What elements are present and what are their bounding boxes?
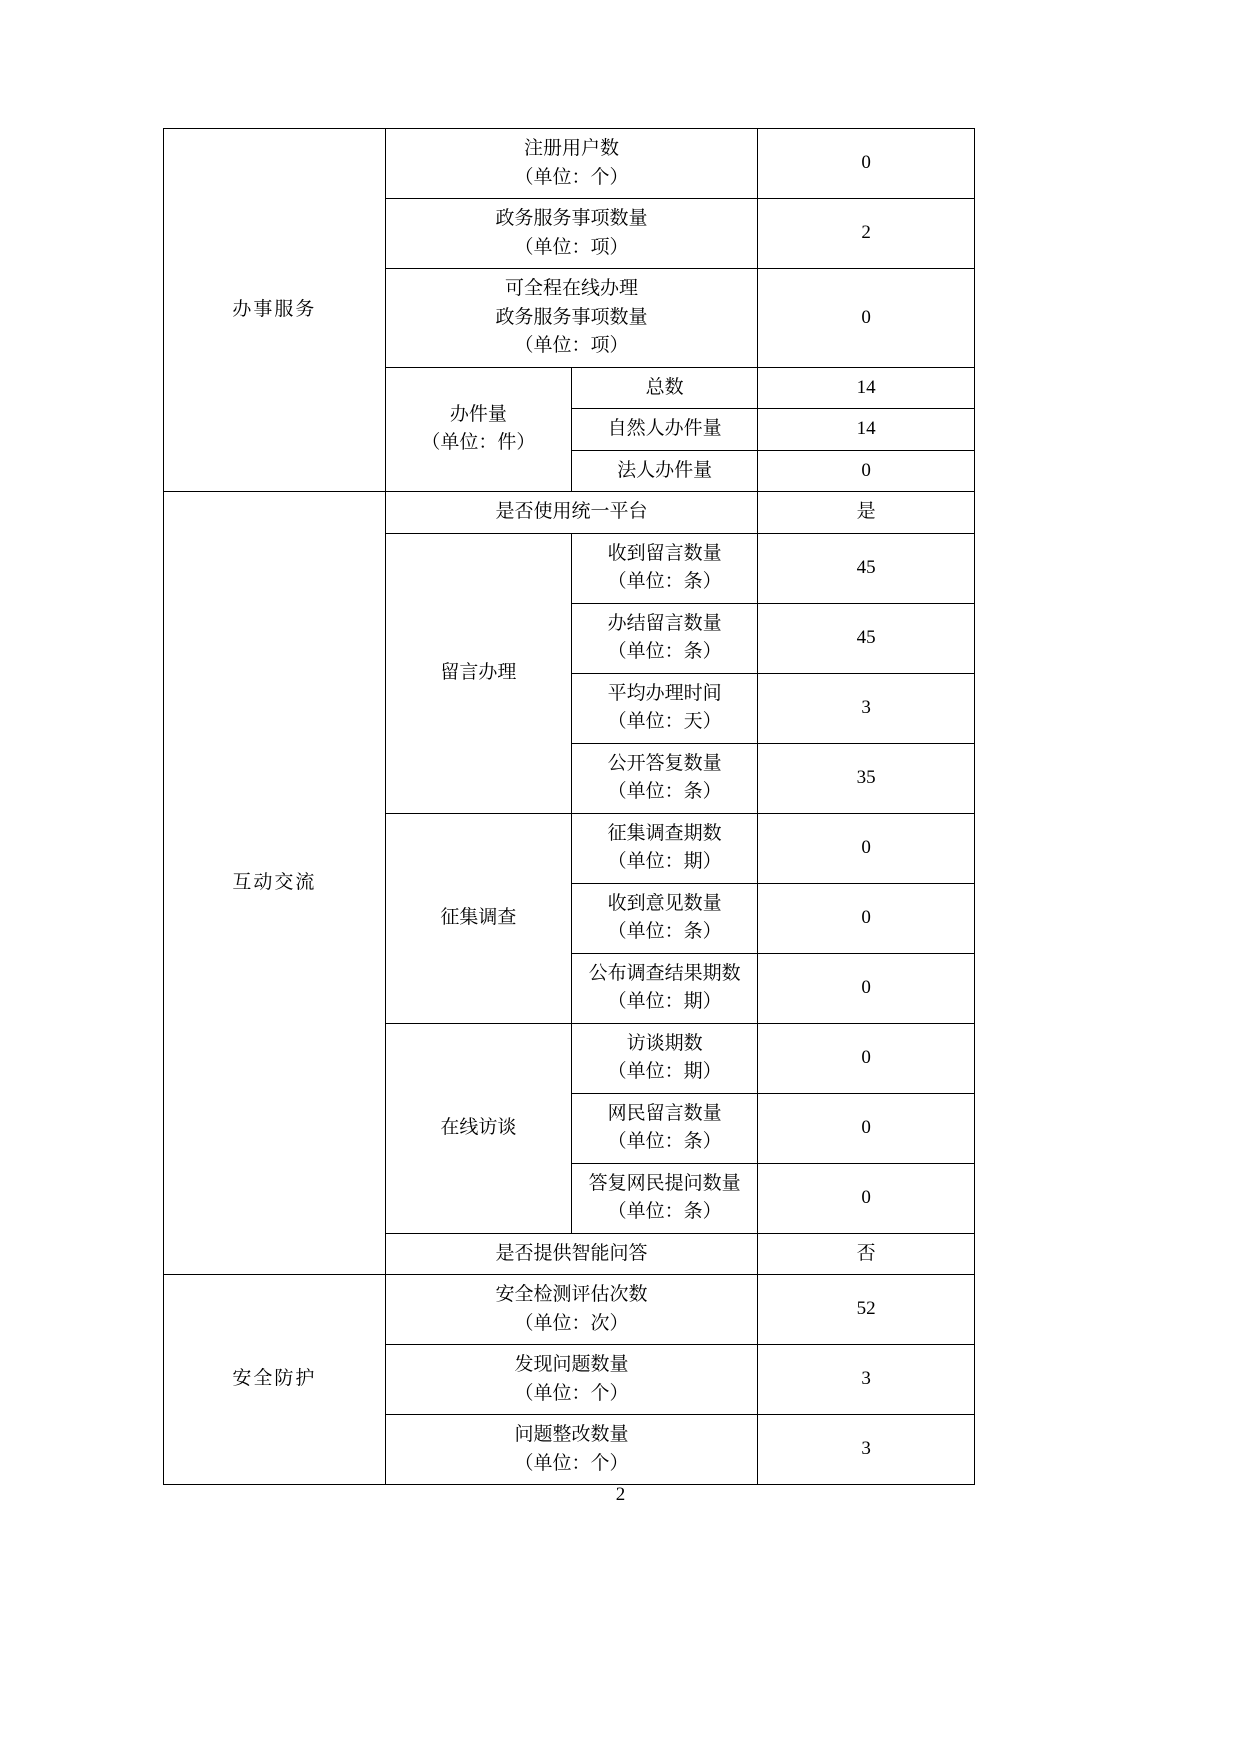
table-row (164, 492, 975, 534)
value-cell-online-service-items: 0 (758, 269, 975, 368)
sub-cell-survey-results-published (572, 953, 758, 1023)
sub-unit: （单位：条） (607, 781, 722, 802)
item-unit: （单位：个） (514, 1452, 629, 1474)
item-cell-survey: 征集调查 (385, 813, 571, 1023)
item-cell-smart-qa: 是否提供智能问答 (385, 1233, 757, 1275)
sub-label: 公开答复数量 (607, 752, 722, 774)
sub-cell-netizen-messages (572, 1093, 758, 1163)
item-unit: （单位：个） (514, 1382, 629, 1404)
item-unit: （单位：项） (514, 236, 629, 258)
item-cell-online-interview: 在线访谈 (385, 1023, 571, 1233)
sub-cell-opinions-received (572, 883, 758, 953)
sub-cell-legal-person: 法人办件量 (572, 450, 758, 492)
sub-cell-messages-completed (572, 603, 758, 673)
category-cell-interaction: 互动交流 (164, 492, 386, 1275)
sub-cell-messages-received (572, 533, 758, 603)
item-label: 发现问题数量 (514, 1354, 629, 1375)
value-cell-survey-count: 0 (758, 813, 975, 883)
sub-unit: （单位：期） (607, 991, 722, 1012)
government-website-statistics-table (163, 128, 975, 1485)
sub-unit: （单位：条） (607, 921, 722, 942)
sub-label: 网民留言数量 (607, 1102, 722, 1124)
item-unit: （单位：项） (514, 335, 629, 356)
value-cell-issues-rectified: 3 (758, 1415, 975, 1485)
item-label: 政务服务事项数量 (495, 208, 648, 229)
item-cell-message-handling: 留言办理 (385, 533, 571, 813)
item-cell-registered-users (385, 129, 757, 199)
item-label: 问题整改数量 (514, 1424, 629, 1445)
item-cell-security-assessments (385, 1275, 757, 1345)
sub-label: 公布调查结果期数 (588, 962, 741, 984)
item-unit: （单位：次） (514, 1312, 629, 1334)
value-cell-total: 14 (758, 367, 975, 409)
value-cell-interview-count: 0 (758, 1023, 975, 1093)
item-cell-unified-platform: 是否使用统一平台 (385, 492, 757, 534)
category-cell-security: 安全防护 (164, 1275, 386, 1485)
page-number: 2 (615, 1484, 626, 1505)
table-row (164, 1275, 975, 1345)
sub-label: 平均办理时间 (607, 682, 722, 704)
item-cell-issues-found (385, 1345, 757, 1415)
sub-cell-natural-person: 自然人办件量 (572, 409, 758, 451)
sub-label: 访谈期数 (626, 1032, 703, 1054)
value-cell-issues-found: 3 (758, 1345, 975, 1415)
value-cell-opinions-received: 0 (758, 883, 975, 953)
sub-unit: （单位：天） (607, 711, 722, 732)
value-cell-security-assessments: 52 (758, 1275, 975, 1345)
sub-unit: （单位：条） (607, 641, 722, 662)
item-label-line2: 政务服务事项数量 (495, 306, 648, 328)
value-cell-netizen-messages: 0 (758, 1093, 975, 1163)
sub-label: 答复网民提问数量 (588, 1172, 741, 1194)
item-label: 安全检测评估次数 (495, 1284, 648, 1305)
table-row (164, 129, 975, 199)
sub-unit: （单位：期） (607, 851, 722, 872)
sub-unit: （单位：期） (607, 1061, 722, 1082)
item-unit: （单位：件） (421, 432, 536, 454)
sub-label: 办结留言数量 (607, 612, 722, 634)
item-cell-online-service-items (385, 269, 757, 368)
value-cell-survey-results-published: 0 (758, 953, 975, 1023)
item-label: 注册用户数 (523, 138, 619, 159)
value-cell-netizen-replies: 0 (758, 1163, 975, 1233)
sub-unit: （单位：条） (607, 1201, 722, 1222)
value-cell-public-replies: 35 (758, 743, 975, 813)
value-cell-smart-qa: 否 (758, 1233, 975, 1275)
sub-cell-survey-count (572, 813, 758, 883)
sub-cell-public-replies (572, 743, 758, 813)
category-cell-service: 办事服务 (164, 129, 386, 492)
item-label: 办件量 (449, 403, 507, 425)
sub-unit: （单位：条） (607, 571, 722, 592)
value-cell-service-items: 2 (758, 199, 975, 269)
item-cell-handled-volume (385, 367, 571, 492)
value-cell-messages-received: 45 (758, 533, 975, 603)
item-unit: （单位：个） (514, 166, 629, 188)
value-cell-natural-person: 14 (758, 409, 975, 451)
value-cell-average-time: 3 (758, 673, 975, 743)
sub-label: 征集调查期数 (607, 822, 722, 844)
sub-cell-average-time (572, 673, 758, 743)
item-cell-service-items (385, 199, 757, 269)
value-cell-legal-person: 0 (758, 450, 975, 492)
value-cell-unified-platform: 是 (758, 492, 975, 534)
sub-label: 收到留言数量 (607, 542, 722, 564)
value-cell-messages-completed: 45 (758, 603, 975, 673)
sub-cell-total: 总数 (572, 367, 758, 409)
value-cell-registered-users: 0 (758, 129, 975, 199)
sub-cell-netizen-replies (572, 1163, 758, 1233)
sub-unit: （单位：条） (607, 1131, 722, 1152)
sub-label: 收到意见数量 (607, 892, 722, 914)
item-cell-issues-rectified (385, 1415, 757, 1485)
sub-cell-interview-count (572, 1023, 758, 1093)
item-label-line1: 可全程在线办理 (504, 278, 638, 299)
